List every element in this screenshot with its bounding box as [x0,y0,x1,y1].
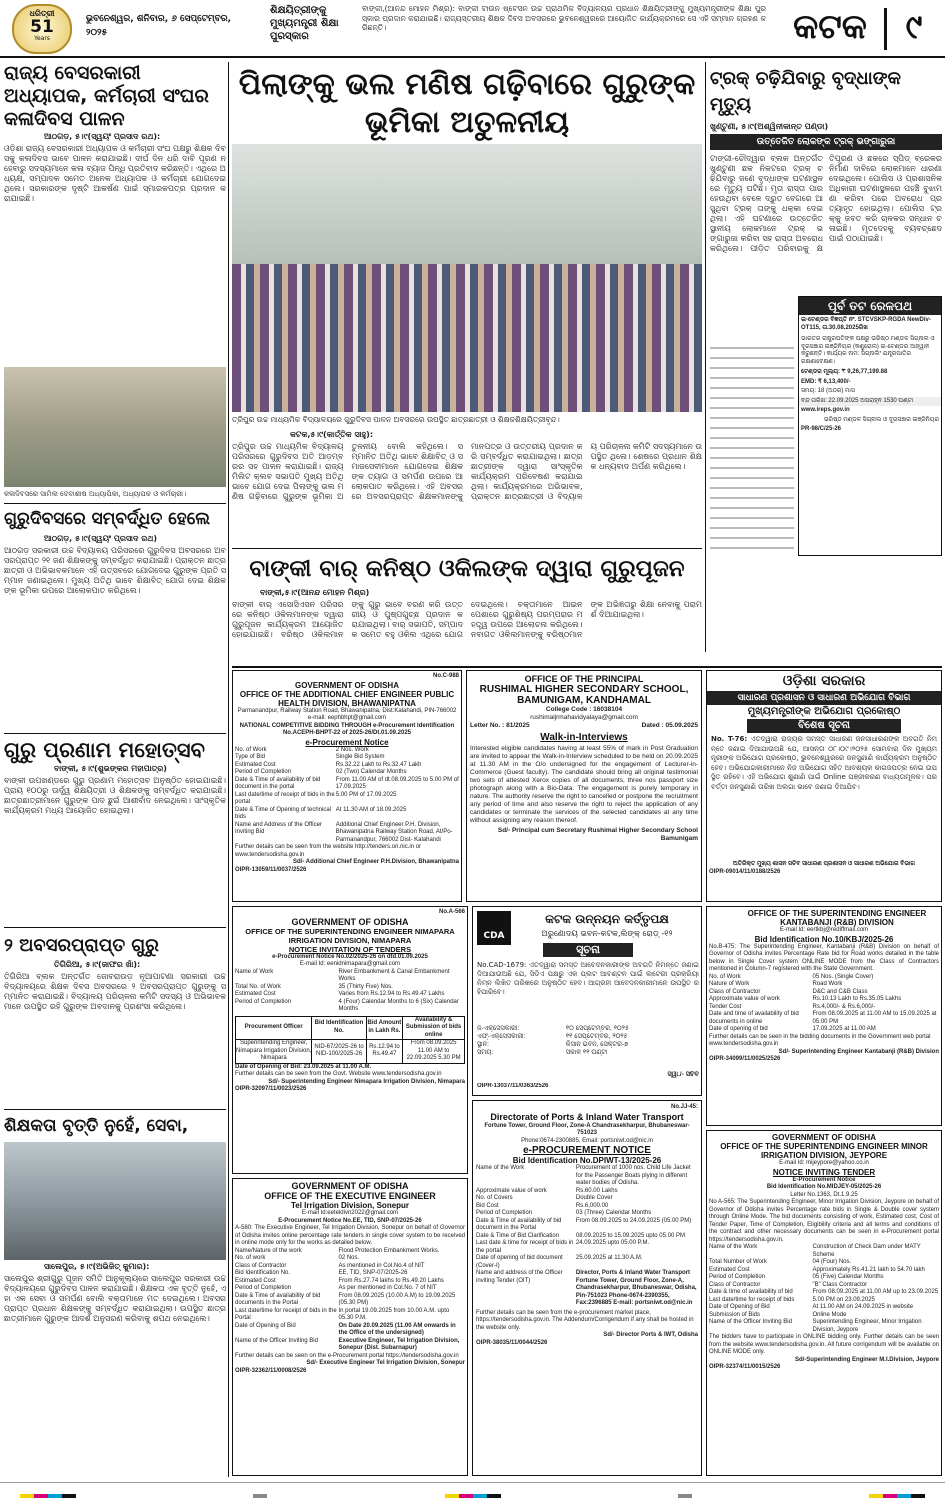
jeypore-bid: Bid Identification No.MIDJEY-05/2025-26 [766,1184,882,1190]
railway-signer: ଭରିଷ୍ଠ ମଣ୍ଡଳ ସିଗ୍ନାଲ ଓ ଦୂରସଞ୍ଚାର ଇଞ୍ଜିନିୟର [823,416,939,423]
phed-rows [235,747,459,845]
divider [4,733,226,734]
table-row: Bid Identification No. EE, TID, SNP-07/2025-26 [235,1270,408,1276]
nimapara-footer: Further details can be seen from the Govt. Website www.tendersodisha.gov.in [235,1071,442,1077]
table-row: Last date/time for receipt of bids 5.00 PM on 23.09.2025 [709,1296,875,1303]
divider [232,548,702,549]
ports-footer: Further details can be seen from the e-procurement market place, https://tendersodisha.gov.in. The Addendum/Corrigendum if any shall be hosted in the website only. [476,1309,694,1331]
story-3-dateline: ବାଙ୍କୀ, ୫।୯(ଶୁଭଙ୍କର ମହାପାତ୍ର) [54,764,167,773]
table-row: Total No. of Work 35 (Thirty Five) Nos. [235,983,393,990]
phed-ref: No.C-988 [432,673,459,679]
lead-headline: ପିଲାଙ୍କୁ ଭଲ ମଣିଷ ଗଢ଼ିବାରେ ଗୁରୁଙ୍କ ଭୂମିକା ଅତୁଳନୀୟ [238,67,696,140]
crowd-shape [232,264,702,412]
truck-dateline: ଖୁଣ୍ଟୁଣୀ, ୫।୯(ଅଶ୍ୱିନୀକାନ୍ତ ପଣ୍ଡା) [710,122,829,131]
railway-text: ଭାରତର ରାଷ୍ଟ୍ରପତିଙ୍କ ପକ୍ଷରୁ ଭରିଷ୍ଠ ମଣ୍ଡଳ ସିଗ୍ନାଲ ଓ ଦୂରସଞ୍ଚାର ଇଞ୍ଜିନିୟର (କଣ୍ଟ୍ରୋଲ) ଇ-ଟେଣ୍ଡର ଆହ୍ୱାନ କରୁଛନ୍ତି। କାର୍ଯ୍ୟର ନାମ: ସିଗ୍ନାଲିଂ ଯନ୍ତ୍ରପାତିର ରକ୍ଷଣାବେକ୍ଷଣ। [801,336,935,365]
column-divider [705,62,706,652]
story-1-headline: ରାଜ୍ୟ ବେସରକାରୀ ଅଧ୍ୟାପକ, କର୍ମଚାରୀ ସଂଘର କଳାଦିବସ ପାଳନ [4,62,209,130]
story-3-headline: ଗୁରୁ ପ୍ରଣାମ ମହୋତ୍ସବ [4,738,205,762]
ports-title: Directorate of Ports & Inland Water Transport [490,1111,684,1122]
divider [4,1109,226,1110]
jeypore-sub: E-Procurement Notice [792,1176,856,1183]
ports-ad [472,1100,702,1476]
sonepur-notice: E-Procurement Notice No.EE, TID, SNP-07/2025-26 [278,1217,422,1224]
table-row: Nature of Work Road Work [709,981,843,987]
cda-oipr: OIPR-13037/11/0363/2526 [477,1083,549,1089]
story-5-headline: ଶିକ୍ଷକତା ବୃତ୍ତି ନୁହେଁ, ସେବା, [4,1116,189,1136]
table-row: No. of Covers Double Cover [476,1195,613,1201]
story-5-dateline: ସାଲେପୁର, ୫।୯(ଅଭିଜିତ୍ କୁମାର): [44,1262,150,1271]
table-header: Availability & Submission of bids online [403,1016,465,1040]
grievance-banner1: ଓଡ଼ିଶା ସରକାର [707,671,941,691]
cda-ad [472,906,702,1096]
truck-text-cont [710,344,794,552]
column-divider [228,62,229,1477]
table-row: Last date/time of receipt of bids in the portal 5.00 PM of 17.09.2025 [235,791,397,805]
kantabanji-sign: Sd/- Superintending Engineer Kantabanji (R&B) Division [778,1048,939,1055]
sonepur-text: A-580: The Executive Engineer, Tel Irrigation Division, Sonepur on behalf of Governor of Odisha invites online percentage rate tenders in single cover system to be received in online mode only for the works as detailed below. [235,1225,465,1246]
table-cell: Rs.12.94 to Rs.49.47 [366,1040,403,1064]
rushimal-title1: OFFICE OF THE PRINCIPAL [524,674,644,684]
phed-bid-line: NATIONAL COMPETITIVE BIDDING THROUGH e-Procurement Identification No.ACEPH-BHPT-22 of 2025-26/Dt.01.09.2025 [239,722,455,736]
kantabanji-email: E-mail Id: eertkbj@rediffmail.com [779,927,869,933]
table-row: Date and time of availability of bid documents in online From 08.09.2025 at 11.00 AM to 15.09.2025 at 05.00 PM [709,1011,937,1025]
story-4-text: ତିଗିରିଆ ବ୍ଲକ ଅନ୍ତର୍ଗତ ଜୋବରାଉଡ଼ ନୂଆପାଟଣା ସରକାରୀ ଉଚ୍ଚ ବିଦ୍ୟାଳୟରେ ଶିକ୍ଷକ ଦିବସ ଅବସରରେ ୨ ଅବସରପ୍ରାପ୍ତ ଗୁରୁଙ୍କୁ ସମ୍ମାନିତ କରାଯାଇଛି। ବିଦ୍ୟାଳୟ ପରିଚାଳନା କମିଟି ସଦସ୍ୟ ଓ ଅଭିଭାବକମାନେ ଉପସ୍ଥିତ ରହି ଗୁରୁଙ୍କ ଅବଦାନକୁ ପ୍ରଶଂସା କରିଥିଲେ। [4,972,226,1011]
nimapara-gov: GOVERNMENT OF ODISHA [291,916,409,927]
table-row: Name and Address of the Officer Inviting Bid Additional Chief Engineer P.H. Division, Bhawanipatna Railway Station Road, At/Po- Parmanandpur, 766002 Dist- Kalahandi [235,821,453,843]
sonepur-title1: OFFICE OF THE EXECUTIVE ENGINEER [264,1191,436,1201]
nimapara-opening: Date of Opening of Bid: 23.09.2025 at 11.00 A.M. [235,1063,372,1070]
railway-code: PR-98/C/25-26 [801,426,842,432]
divider [4,503,226,504]
table-row: Period of Completion 03 (Three) Calendar Months [476,1210,652,1216]
swatch-group [445,1487,501,1494]
lead-dateline: କଟକ,୫।୯(କାର୍ତ୍ତିକ ସାହୁ): [290,430,374,439]
ports-oipr: OIPR-38035/11/0044/2526 [476,1339,548,1346]
table-header-row [236,1016,465,1040]
swatch-group [253,1487,267,1494]
table-row: Name/Nature of the work Flood Protection Embankment Works. [235,1247,440,1254]
sonepur-sign: Sd/- Executive Engineer Tel Irrigation Division, Sonepur [306,1360,465,1366]
table-row: Type of Bid Single Bid System [235,754,385,760]
jeypore-text: No A-565: The Superintending Engineer, Minor Irrigation Division, Jeypore on behalf of Governor of Odisha invites Percentage rate bids in Single & Double cover system through Online Mode. The bid documents consisting of work, Estimated cost, Cost of Tender Paper, Time of Completion, Eligibility criteria and all terms and conditions of the contract and other necessary documents can be seen in e-Procurement portal https://tendersodisha.gov.in. [709,1199,939,1243]
table-row: Period of Completion As per mentioned in Col.No. 7 of NIT [235,1285,437,1291]
railway-ref: ଇ-ଟେଣ୍ଡର ବିଜ୍ଞପ୍ତି ନଂ. STCVSKP-RGDA NewDiv-OT115, ତା.30.08.2025ରିଖ [801,317,931,331]
ports-notice: e-PROCUREMENT NOTICE [523,1145,651,1156]
cda-text: No.CAD-1679: ଏତଦ୍ୱାରା ସମସ୍ତ ଆବେଦନକାରୀଙ୍କ ଅବଗତି ନିମନ୍ତେ ଜଣାଇ ଦିଆଯାଉଅଛି ଯେ, ସିଡିଏ ପକ୍ଷରୁ ଏକ ପ୍ଲଟ ଆବଣ୍ଟନ ପାଇଁ ଲଟେରୀ ପ୍ରକ୍ରିୟା ନିମ୍ନ ଲିଖିତ ତାରିଖରେ ଅନୁଷ୍ଠିତ ହେବ। ଆଗ୍ରହୀ ଆବେଦନକାରୀମାନେ ଉପସ୍ଥିତ ରହିପାରିବେ। [477,961,699,996]
rushimal-letter: Letter No. : 81/2025 [470,722,530,729]
nimapara-oipr: OIPR-32097/11/0023/2526 [235,1086,307,1092]
table-row: Submission of Bids Online Mode [709,1311,847,1318]
swatch-group [869,1487,925,1494]
page-number: ୯ [905,7,923,47]
story-4-headline: ୨ ଅବସରପ୍ରାପ୍ତ ଗୁରୁ [4,935,159,956]
table-row: No. of Work 05 Nos. (Single Cover) [709,973,874,980]
top-story [270,4,770,54]
story-5-text: ସାଲେପୁର ଶ୍ରୀଗୁରୁ ପୂଜନ ସମିତି ଆନୁକୂଲ୍ୟରେ ସାଲେପୁର ସରକାରୀ ଉଚ୍ଚ ବିଦ୍ୟାଳୟରେ ଗୁରୁଦିବସ ପାଳନ କରାଯାଇଛି। ଶିକ୍ଷକତା ଏକ ବୃତ୍ତି ନୁହେଁ, ଏହା ଏକ ସେବା ଓ ସମର୍ପଣ ବୋଲି ବକ୍ତାମାନେ ମତ ଦେଇଥିଲେ। ଅବସରପ୍ରାପ୍ତ ପ୍ରଧାନ ଶିକ୍ଷକଙ୍କୁ ସମ୍ବର୍ଦ୍ଧିତ କରାଯାଇଥିଲା। ଉପସ୍ଥିତ ଛାତ୍ରଛାତ୍ରୀମାନେ ଗୁରୁଙ୍କ ଆଦର୍ଶ ଅନୁସରଣ କରିବାକୁ ଶପଥ ନେଇଥିଲେ। [4,1274,226,1323]
jeypore-email: E-mail Id: mijeypore@yahoo.co.in [779,1160,869,1166]
grievance-ad [706,670,942,902]
jeypore-oipr: OIPR-32374/11/0015/2526 [709,1364,781,1370]
table-row: Name of the Officer Inviting Bid Superintending Engineer, Minor Irrigation Division, Jeypore [709,1319,922,1333]
table-row: Name and address of the Officer inviting Tender (OIT) Director, Ports & Inland Water Transport Fortune Tower, Ground Floor, Zone-A, Chandrasekharpur, Bhubaneswar, Odisha, Pin-751023 Phone-0674-2390355, Fax:2396885 E-mail: portsniwt.od@nic.in [476,1270,697,1306]
kantabanji-ad [706,906,942,1126]
table-row: Last date/time for receipt of bids in the Portal In portal 19.09.2025 from 10.00 A.M. upto 05.30 P.M. [235,1307,450,1321]
grievance-body: ଏତଦ୍ୱାରା ରାଜ୍ୟର ସମସ୍ତ ସାଧାରଣ ଜନସାଧାରଣଙ୍କ ଅବଗତି ନିମନ୍ତେ ଜଣାଇ ଦିଆଯାଉଅଛି ଯେ, ଆସନ୍ତା ୦୮।୦୯।୨୦୨୫ ସୋମବାର ଦିନ ମୁଖ୍ୟମନ୍ତ୍ରୀଙ୍କ ଅଭିଯୋଗ ପ୍ରକୋଷ୍ଠ, ଭୁବନେଶ୍ୱରରେ ଜନସୁଣାଣି କାର୍ଯ୍ୟକ୍ରମ ଅନୁଷ୍ଠିତ ହେବ। ଅଭିଯୋଗକାରୀମାନେ ନିଜ ଅଭିଯୋଗ ସହିତ ଆବଶ୍ୟକ କାଗଜପତ୍ର ନେଇ ଉପସ୍ଥିତ ରହିବେ। ଏହି ଅଭିଯୋଗ ଶୁଣାଣି ପାଇଁ Online ପଞ୍ଜୀକରଣ ବାଧ୍ୟତାମୂଳକ। ପରବର୍ତ୍ତୀ ଜନସୁଣାଣି ତାରିଖ ଅଲଗା ଭାବେ ଜଣାଇ ଦିଆଯିବ। [711,735,937,791]
table-row: Last date & time for receipt of bids in the portal 24.09.2025 upto 05.00 P.M. [476,1240,650,1254]
nimapara-ref: No.A-566 [438,909,465,915]
sonepur-gov: GOVERNMENT OF ODISHA [291,1181,409,1191]
table-row: Period of Completion 4 (Four) Calendar Months to 6 (Six) Calendar Months [235,998,459,1012]
nimapara-ad [232,906,468,1174]
jeypore-ad [706,1130,942,1476]
table-row: ଜି-ଏକ୍ସେସକାରୀ: ୧୦ ସେପ୍ଟେମ୍ବର, ୨୦୨୫ [477,1025,629,1032]
phed-notice: e-Procurement Notice [305,737,389,747]
left-column [4,62,226,1482]
sonepur-footer: Further details can be seen on the e-Procurement portal https://tendersodisha.gov.in [235,1352,459,1359]
banki-text: ବାଙ୍କୀ ବାର୍ ଏସୋସିଏସନ ପରିସରରେ କନିଷ୍ଠ ଓକିଲମାନଙ୍କ ଦ୍ୱାରା ଗୁରୁପୂଜନ କାର୍ଯ୍ୟକ୍ରମ ଆୟୋଜିତ ହୋଇଯାଇଛି। ବରିଷ୍ଠ ଓକିଲମାନଙ୍କୁ ଗୁରୁ ଭାବେ ବରଣ କରି ଉତ୍ତରୀୟ ଓ ପୁଷ୍ପଗୁଚ୍ଛ ପ୍ରଦାନ କରାଯାଇଥିଲା। ବାର୍ ସଭାପତି, ସମ୍ପାଦକ ସମେତ ବହୁ ଓକିଲ ଏଥିରେ ଯୋଗଦେଇଥିଲେ। ବକ୍ତାମାନେ ଆଇନ ପେଶାରେ ଗୁରୁଶିଷ୍ୟ ପରମ୍ପରାର ମହତ୍ତ୍ୱ ଉପରେ ଆଲୋଚନା କରିଥିଲେ। ନବାଗତ ଓକିଲମାନଙ୍କୁ ବରିଷ୍ଠମାନଙ୍କ ଅଭିଜ୍ଞତାରୁ ଶିକ୍ଷା ନେବାକୁ ପରାମର୍ଶ ଦିଆଯାଇଥିଲା। [232,600,702,639]
grievance-banner4: ବିଶେଷ ସୂଚନା [747,719,901,733]
table-row: Class of Contractor As mentioned in Col.No.4 of NIT [235,1262,425,1269]
phed-gov: GOVERNMENT OF ODISHA [294,680,399,690]
story-2-dateline: ଆଠଗଡ଼, ୫।୯(ସ୍ୱୟଂ ପ୍ରସାଦ ରଥ) [44,534,157,543]
kantabanji-title: OFFICE OF THE SUPERINTENDING ENGINEER KANTABANJI (R&B) DIVISION [747,909,927,927]
railway-ad [798,296,942,556]
table-row: Date of Opening of Bid At 11.00 AM on 24.09.2025 in website [709,1304,914,1310]
grievance-banner2: ସାଧାରଣ ପ୍ରଶାସନ ଓ ସାଧାରଣ ଅଭିଯୋଗ ବିଭାଗ [707,691,941,705]
story-1-caption: କଳାଦିବସରେ ସାମିଲ ଦେବାଶୀଷ ଅଧ୍ୟାପିକା, ଅଧ୍ୟାପକ ଓ କର୍ମଚାରୀ। [4,490,187,498]
table-cell: From 08.09.2025 11.00 AM to 22.09.2025 5.30 PM [403,1040,465,1064]
story-1-photo [4,367,226,487]
table-row: Approximate value of work Rs.10.13 Lakh to Rs.35.05 Lakhs [709,996,902,1002]
nimapara-sign: Sd/- Superintending Engineer Nimapara Irrigation Division, Nimapara [268,1078,465,1085]
table-row: Date of opening of bid document (Cover-I) 25.09.2025 at 11.30 A.M. [476,1255,643,1269]
masthead [0,0,945,58]
table-row: Estimated Cost Approximately Rs.41.21 lakh to 54.70 lakh [709,1266,925,1273]
ports-bid: Bid Identification No.DPIWT-13/2025-26 [512,1156,662,1165]
table-row: Estimated Cost Rs.32.22 Lakh to Rs.32.47 Lakh [235,761,422,768]
cda-title: କଟକ ଉନ୍ନୟନ କର୍ତ୍ତୃପକ୍ଷ [545,912,669,926]
nimapara-email: E-mail Id: eenidnimapara@gmail.com [299,961,401,967]
phed-footer: Further details can be seen from the website http://tenders.ori.nic.in or www.tendersodisha.gov.in [235,844,422,858]
phed-title: OFFICE OF THE ADDITIONAL CHIEF ENGINEER PUBLIC HEALTH DIVISION, BHAWANIPATNA [239,689,455,708]
lead-photo [232,144,702,412]
nimapara-table [235,1016,465,1064]
story-4-dateline: ତିଗିରିଆ, ୫।୯(ଜାଫର ଖାଁ): [54,960,141,969]
divider [4,927,226,928]
jeypore-sign: Sd/-Superintending Engineer M.I.Division, Jeypore [794,1356,939,1363]
sonepur-title2: Tel Irrigation Division, Sonepur [290,1201,410,1210]
table-row: Estimated Cost From Rs.27.74 lakhs to Rs.49.20 Lakhs [235,1277,444,1284]
section-name: କଟକ [793,7,867,47]
grievance-ref: No. T-76: [711,735,748,743]
railway-cost: ଟେଣ୍ଡର ମୂଲ୍ୟ: ₹ 9,26,77,199.88 [801,369,888,375]
kantabanji-footer: Further details can be seen in the bidding documents in the Government web portal www.tendersodisha.gov.in [709,1033,931,1047]
rushimal-code: College Code : 16038104 [545,706,623,713]
railway-closing: ବନ୍ଦ ତାରିଖ: 22.09.2025 ଅପରାହ୍ନ 1530 ଘଣ୍ଟା [799,397,941,407]
railway-website[interactable]: www.ireps.gov.in [801,407,850,413]
truck-kicker: ଉତ୍ତେଜିତ ଲୋକଙ୍କ ଟ୍ରକ୍ ଭଙ୍ଗାରୁଜା [710,134,942,150]
ports-contact: Phone:0674-2300885, Email: portsniwt.od@nic.in [521,1137,653,1144]
sonepur-email: E-mail Id:eeteldivn2022@gmail.com [301,1210,399,1216]
story-1-text: ଓଡ଼ିଶା ରାଜ୍ୟ ବେସରକାରୀ ଅଧ୍ୟାପକ ଓ କର୍ମଚାରୀ ସଂଘ ପକ୍ଷରୁ ଶିକ୍ଷକ ଦିବସକୁ କଳାଦିବସ ଭାବେ ପାଳନ କରାଯାଇଛି। ଦୀର୍ଘ ଦିନ ଧରି ଦାବି ପୂରଣ ନ ହେବାରୁ ସଦସ୍ୟମାନେ କଳା ବ୍ୟାଜ ପିନ୍ଧି ପ୍ରତିବାଦ କରିଛନ୍ତି। ଏଥିରେ ଅଧ୍ୟକ୍ଷ, ସମ୍ପାଦକ ସମେତ ଅନେକ ଅଧ୍ୟାପକ ଓ କର୍ମଚାରୀ ଯୋଗଦେଇଥିଲେ। ସରକାରଙ୍କ ଦୃଷ୍ଟି ଆକର୍ଷଣ ପାଇଁ ସ୍ମାରକପତ୍ର ପ୍ରଦାନ କରାଯାଇଛି। [4,144,226,203]
phed-addr: Parmanandpur, Railway Station Road, Bhawanipatna, Dist:Kalahandi, PIN-766002 [237,707,457,714]
story-5-photo [4,1142,226,1260]
cda-notice: ସୂଚନା [543,943,633,957]
rushimal-letter-row [470,722,698,730]
grievance-banner3: ମୁଖ୍ୟମନ୍ତ୍ରୀଙ୍କ ଅଭିଯୋଗ ପ୍ରକୋଷ୍ଠ [747,706,901,717]
sonepur-oipr: OIPR-32362/11/0008/2526 [235,1367,307,1374]
phed-oipr: OIPR-13059/11/0037/2526 [235,866,307,873]
jeypore-title: OFFICE OF THE SUPERINTENDING ENGINEER MINOR IRRIGATION DIVISION, JEYPORE [720,1142,928,1160]
rushimal-sign: Sd/- Principal cum Secretary Rushimal Higher Secondary School Bamunigam [497,827,698,842]
rushimal-text: Interested eligible candidates having at least 55% of mark in Post Graduation are invited to appear the Walk-in-Interview scheduled to be held on 20.09.2025 at 11.30 AM in the O/o undersigned for the engagement of Lecturer-in-Commerce (Guest faculty). The candidate should bring all original testimonial two sets of attested Xerox copies of all documents, three nos passport size photograph along with a Bio-Data. The engagement is purely temporary in nature. The authority reserve the right to cancelled or postpone the recruitment any period of time and also reserve the right to reject the application of any candidates or terminate the services of the selected candidates at any time without assigning any reason thereof. [470,745,698,824]
rushimal-ad [466,670,702,902]
table-row: Class of Contractor "B" Class Contractor [709,1281,868,1288]
grievance-oipr: OIPR-09014/11/0188/2526 [709,868,781,875]
sonepur-ad [232,1178,468,1476]
masthead-divider [884,8,887,50]
story-2-headline: ଗୁରୁଦିବସରେ ସମ୍ବର୍ଦ୍ଧିତ ହେଲେ [4,509,211,529]
nimapara-title: OFFICE OF THE SUPERINTENDING ENGINEER NIMAPARA IRRIGATION DIVISION, NIMAPARA [245,926,455,945]
table-row: Class of Contractor D&C and C&B Class [709,988,868,995]
nimapara-notice: NOTICE INVITATION OF TENDERS [288,944,412,954]
lead-caption: ତ୍ରିପୁର ଉଚ୍ଚ ମାଧ୍ୟମିକ ବିଦ୍ୟାଳୟରେ ଗୁରୁଦିବସ ପାଳନ ଅବସରରେ ଉପସ୍ଥିତ ଛାତ୍ରଛାତ୍ରୀ ଓ ଶିକ୍ଷକଶିକ୍ଷୟିତ୍ରୀବୃନ୍ଦ। [232,415,560,424]
table-row: Name of Work River Embankment & Canal Embankment Works [235,968,450,982]
table-row: ସ୍ଥାନ: କିସାନ ଭବନ, ସେକ୍ଟର-୭ [477,1041,629,1048]
top-story-text: ବାଙ୍କୀ,(ଆନନ୍ଦ ମୋହନ ମିଶ୍ର): ବାଙ୍କୀ ଟାଉନ ଷ୍ଟେସନ ଉଚ୍ଚ ପ୍ରାଥମିକ ବିଦ୍ୟାଳୟର ପ୍ରଧାନ ଶିକ୍ଷୟିତ୍ରୀଙ୍କୁ ମୁଖ୍ୟମନ୍ତ୍ରୀଙ୍କ ଶିକ୍ଷା ପୁରସ୍କାର ପ୍ରଦାନ କରାଯାଇଛି। ରାଜ୍ୟସ୍ତରୀୟ ଶିକ୍ଷକ ଦିବସ ଅବସରରେ ଭୁବନେଶ୍ୱରରେ ଆୟୋଜିତ କାର୍ଯ୍ୟକ୍ରମରେ ସେ ଏହି ସମ୍ମାନ ଗ୍ରହଣ କରିଛନ୍ତି। [362,4,766,32]
table-row: ଏଫ୍-ଏକ୍ସେସକାରୀ: ୧୧ ସେପ୍ଟେମ୍ବର, ୨୦୨୫ [477,1033,628,1040]
railway-emd: EMD: ₹ 6,13,400/- [801,378,851,385]
table-row: Name of the Officer Inviting Bid Executive Engineer, Tel Irrigation Division, Sonepur (Dist. Subarnapur) [235,1337,460,1351]
table-row: No. of work 02 Nos. [235,1255,360,1261]
rushimal-heading: Walk-in-Interviews [540,732,628,743]
phed-sign: Sd/- Additional Chief Engineer P.H.Division, Bhawanipatna [292,859,459,865]
jeypore-footer: The bidders have to participate in ONLINE bidding only. Further details can be seen from the website www.tendersodisha.gov.in. All future corrigendum will be available on ONLINE MODE only. [709,1334,939,1355]
table-row: No. of Work 2 Nos. Work [235,746,369,753]
table-row: Date & Time of Bid Clarification 08.09.2025 to 15.09.2025 upto 05.00 PM [476,1232,685,1239]
badge-sub: Years [34,35,50,42]
table-cell: Superintending Engineer, Nimapara Irrigation Division, Nimapara [236,1040,312,1061]
color-registration-bar [0,1482,945,1498]
ports-ref: No.JJ-45: [670,1104,698,1110]
story-2-text: ଆଠଗଡ଼ ସରକାରୀ ଉଚ୍ଚ ବିଦ୍ୟାଳୟ ପରିସରରେ ଗୁରୁଦିବସ ଅବସରରେ ଅବସରପ୍ରାପ୍ତ ୨୧ ଜଣ ଶିକ୍ଷକଙ୍କୁ ସମ୍ବର୍ଦ୍ଧିତ କରାଯାଇଛି। ପ୍ରାକ୍ତନ ଛାତ୍ରଛାତ୍ରୀ ଓ ଅଭିଭାବକମାନେ ଏହି ଉତ୍ସବରେ ଯୋଗଦେଇ ଗୁରୁଙ୍କ ପ୍ରତି ସମ୍ମାନ ଜଣାଇଥିଲେ। ମୁଖ୍ୟ ଅତିଥି ଭାବେ ଶିକ୍ଷାବିତ୍ ଯୋଗ ଦେଇ ଶିକ୍ଷକଙ୍କ ଭୂମିକା ଉପରେ ଆଲୋକପାତ କରିଥିଲେ। [4,546,226,595]
jeypore-gov: GOVERNMENT OF ODISHA [771,1133,876,1142]
jeypore-notice: NOTICE INVITING TENDER [772,1167,876,1177]
cda-sign: ସ୍ୱା./- ସଚିବ [667,1071,699,1078]
cda-rows [477,1025,699,1057]
table-row: Name of the Work Procurement of 1000 nos. Child Life Jacket for the Passenger Boats plying in different water bodies of Odisha. [476,1165,691,1186]
table-row: Date & Time of availability of bid document in the portal From 11.00 AM of dt.08.09.2025 to 5.00 PM of 17.09.2025 [235,776,459,790]
table-row: Bid Cost Rs.6,000.00 [476,1202,609,1209]
table-row: Date of opening of bid 17.09.2025 at 11.00 AM [709,1026,876,1032]
table-row: ସମୟ: ସକାଳ ୧୧ ଘଣ୍ଟା [477,1049,608,1056]
table-row: Date & Time of Opening of technical bids At 11.30 AM of 18.09.2025 [235,806,407,820]
phed-email: e-mail: eephbhpt@gmail.com [307,715,387,721]
kantabanji-bid: Bid Identification No.10/KBJ/2025-26 [754,934,894,944]
table-row: Date & Time of availability of bid documents in the Portal From 08.09.2025 (10.00 A.M) to 19.09.2025 (05.30 PM) [235,1292,456,1306]
lead-text: ତ୍ରିପୁର ଉଚ୍ଚ ମାଧ୍ୟମିକ ବିଦ୍ୟାଳୟ ପରିସରରେ ଗୁରୁଦିବସ ଅତି ଆଡ଼ମ୍ବରର ସହ ପାଳନ କରାଯାଇଛି। ରାଜ୍ୟ ମିଲିଟ କ୍ଲବ ସଭାପତି ମୁଖ୍ୟ ଅତିଥି ଭାବେ ଯୋଗ ଦେଇ ପିଲାଙ୍କୁ ଭଲ ମଣିଷ ଗଢ଼ିବାରେ ଗୁରୁଙ୍କ ଭୂମିକା ଅତୁଳନୀୟ ବୋଲି କହିଥିଲେ। ସମ୍ମାନିତ ଅତିଥି ଭାବେ ଶିକ୍ଷାବିତ୍ ଓ ସମାଜସେବୀମାନେ ଯୋଗଦେଇ ଶିକ୍ଷକଙ୍କ ତ୍ୟାଗ ଓ ସମର୍ପଣ ଉପରେ ଆଲୋକପାତ କରିଥିଲେ। ଏହି ଅବସରରେ ଅବସରପ୍ରାପ୍ତ ଶିକ୍ଷକମାନଙ୍କୁ ମାନପତ୍ର ଓ ଉତ୍ତରୀୟ ପ୍ରଦାନ କରି ସମ୍ବର୍ଦ୍ଧିତ କରାଯାଇଥିଲା। ଛାତ୍ରଛାତ୍ରୀଙ୍କ ଦ୍ୱାରା ସାଂସ୍କୃତିକ କାର୍ଯ୍ୟକ୍ରମ ପରିବେଷଣ କରାଯାଇଥିଲା। କାର୍ଯ୍ୟକ୍ରମରେ ଅଭିଭାବକ, ପ୍ରାକ୍ତନ ଛାତ୍ରଛାତ୍ରୀ ଓ ବିଦ୍ୟାଳୟ ପରିଚାଳନା କମିଟି ସଦସ୍ୟମାନେ ଉପସ୍ଥିତ ଥିଲେ। ଶେଷରେ ପ୍ରଧାନ ଶିକ୍ଷକ ଧନ୍ୟବାଦ ଅର୍ପଣ କରିଥିଲେ। [232,442,702,501]
truck-text: ଟାଙ୍ଗୀ-ଚୌଦ୍ୱାର ବ୍ଲକ ଅନ୍ତର୍ଗତ ଖୁଣ୍ଟୁଣୀ ଛକ ନିକଟରେ ଟ୍ରକ୍ ଚଢ଼ିଯିବାରୁ ଜଣେ ବୃଦ୍ଧାଙ୍କ ଘଟଣାସ୍ଥଳରେ ମୃତ୍ୟୁ ଘଟିଛି। ମୃତା ରାସ୍ତା ପାର ହେଉଥିବା ବେଳେ ଦ୍ରୁତ ବେଗରେ ଆସୁଥିବା ଟ୍ରକ୍ ତାଙ୍କୁ ଧକ୍କା ଦେଇଥିଲା। ଏହି ଘଟଣାରେ ଉତ୍ତେଜିତ ସ୍ଥାନୀୟ ଲୋକମାନେ ଟ୍ରକ୍ ଭଙ୍ଗାରୁଜା କରିବା ସହ ରାସ୍ତା ଅବରୋଧ କରିଥିଲେ। ପୀଡ଼ିତ ପରିବାରକୁ କ୍ଷତିପୂରଣ ଓ ଛକରେ ସ୍ପିଡ୍ ବ୍ରେକର ନିର୍ମାଣ ଦାବିରେ ଲୋକମାନେ ଧାରଣା ଦେଇଥିଲେ। ପୋଲିସ ଓ ପ୍ରଶାସନିକ ଅଧିକାରୀ ଘଟଣାସ୍ଥଳରେ ପହଞ୍ଚି ବୁଝାମଣା କରିବା ପରେ ଅବରୋଧ ପ୍ରତ୍ୟାହୃତ ହୋଇଥିଲା। ପୋଲିସ ଟ୍ରକ୍କୁ ଜବତ କରି ଚାଳକର ସନ୍ଧାନ ଚଳାଇଛି। ମୃତଦେହକୁ ବ୍ୟବଚ୍ଛେଦ ପାଇଁ ପଠାଯାଇଛି। [710,154,942,253]
kantabanji-oipr: OIPR-34099/11/0025/2526 [709,1056,781,1062]
banki-headline: ବାଙ୍କୀ ବାର୍ କନିଷ୍ଠ ଓକିଲଙ୍କ ଦ୍ୱାରା ଗୁରୁପୂଜନ [249,556,685,582]
cda-logo-text: CDA [483,931,505,941]
cda-logo [477,911,511,945]
banki-dateline: ବାଙ୍କୀ,୫।୯(ଆନନ୍ଦ ମୋହନ ମିଶ୍ର) [260,588,370,597]
anniversary-badge [12,4,72,54]
swatch-group [20,1487,76,1494]
table-row: Total Number of Work 04 (Four) Nos. [709,1259,852,1265]
grievance-sign: ଅତିରିକ୍ତ ମୁଖ୍ୟ ଶାସନ ସଚିବ ସାଧାରଣ ପ୍ରଶାସନ ଓ ସାଧାରଣ ଅଭିଯୋଗ ବିଭାଗ [732,861,916,867]
swatch-group [678,1487,692,1494]
ports-sign: Sd/- Director Ports & IWT, Odisha [603,1332,698,1338]
table-row: Date & Time of availability of bid document in the Portal From 08.09.2025 to 24.09.2025 (05.00 PM) [476,1217,692,1231]
badge-top: ଧରିତ୍ରୀ [29,9,55,18]
table-header: Procurement Officer [236,1016,312,1040]
table-row [236,1040,465,1064]
ports-addr: Fortune Tower, Ground Floor, Zone-A Chandrasekharpur, Bhubaneswar-751023 [484,1122,690,1136]
table-row: Name of the Work Construction of Check Dam under MATY Scheme [709,1244,921,1258]
table-cell: NID-67/2025-26 to NID-100/2025-26 [312,1040,366,1064]
grievance-text [707,733,941,861]
table-header: Bid Identification No. [312,1016,366,1040]
top-story-title: ଶିକ୍ଷୟିତ୍ରୀଙ୍କୁ ମୁଖ୍ୟମନ୍ତ୍ରୀ ଶିକ୍ଷା ପୁରସ୍କାର [270,5,339,42]
phed-ad [232,670,462,902]
divider [232,666,942,668]
rushimal-email[interactable]: rushimaljrmahavidyalaya@gmail.com [530,714,638,721]
table-header: Bid Amount in Lakh Rs. [366,1016,403,1040]
story-3-text: ବାଙ୍କୀ ଉପଖଣ୍ଡରେ ଗୁରୁ ପ୍ରଣାମ ମହୋତ୍ସବ ଅନୁଷ୍ଠିତ ହୋଇଯାଇଛି। ପ୍ରାୟ ୧୦୦ରୁ ଊର୍ଦ୍ଧ୍ୱ ଶିକ୍ଷୟିତ୍ରୀ ଓ ଶିକ୍ଷକଙ୍କୁ ସମ୍ବର୍ଦ୍ଧିତ କରାଯାଇଛି। ଛାତ୍ରଛାତ୍ରୀମାନେ ଗୁରୁଙ୍କ ପାଦ ଛୁଇଁ ଆଶୀର୍ବାଦ ନେଇଥିଲେ। ସାଂସ୍କୃତିକ କାର୍ଯ୍ୟକ୍ରମ ମଧ୍ୟ ଆୟୋଜିତ ହୋଇଥିଲା। [4,776,226,815]
building-shape [232,144,702,264]
kantabanji-text: No.B-475: The Superintending Engineer, Kantabanji (R&B) Division on behalf of Governor of Odisha invites Percentage Rate bid for Road works detailed in the table below in Single Cover system ONLINE MODE from the Class of Contractors mentioned in Column-7 registered with the State Government. [709,943,939,972]
nimapara-bid: e-Procurement Notice No.02/2025-26 on dtd.01.09.2025 [272,953,428,960]
table-row: Date & time of availability of bid From 08.09.2025 at 11.00 AM up to 23.09.2025 [709,1289,939,1295]
table-row: Approximate value of work Rs.60.00 Lakhs [476,1187,618,1194]
rushimal-title2: RUSHIMAL HIGHER SECONDARY SCHOOL, BAMUNIGAM, KANDHAMAL [479,684,689,706]
cda-addr: ଅରୁଣୋଦୟ ଭବନ-କଟକ,ଲିଙ୍କ୍ ରୋଡ଼୍ -୧୨ [541,929,673,938]
jeypore-letter: Letter No.1363, Dt.1.9.25 [790,1191,858,1198]
rushimal-date: Dated : 05.09.2025 [641,722,698,729]
table-row: Period of Completion 05 (Five) Calendar Months [709,1274,884,1280]
railway-period: ସମୟ: 18 (ଅଠର) ମାସ [801,388,855,394]
table-row: Tender Cost Rs.4,000/- & Rs.6,000/- [709,1003,876,1010]
truck-headline: ଟ୍ରକ୍ ଚଢ଼ିଯିବାରୁ ବୃଦ୍ଧାଙ୍କ ମୃତ୍ୟୁ [710,68,901,115]
badge-number: 51 [30,17,54,37]
table-row: Estimated Cost Varies from Rs.12.94 to Rs.49.47 Lakhs [235,991,445,997]
dateline: ଭୁବନେଶ୍ୱର, ଶନିବାର, ୬ ସେପ୍ଟେମ୍ବର, ୨୦୨୫ [86,14,232,38]
table-row: Date of Opening of Bid On Date 20.09.2025 (11.00 AM onwards in the Office of the undersigned) [235,1322,456,1336]
story-1-dateline: ଆଠଗଡ଼, ୫।୯(ସ୍ୱୟଂ ପ୍ରସାଦ ରଥ): [44,132,161,141]
railway-title: ପୂର୍ବ ତଟ ରେଳପଥ [799,297,941,315]
table-row: Period of Completion 02 (Two) Calendar Months [235,769,407,775]
